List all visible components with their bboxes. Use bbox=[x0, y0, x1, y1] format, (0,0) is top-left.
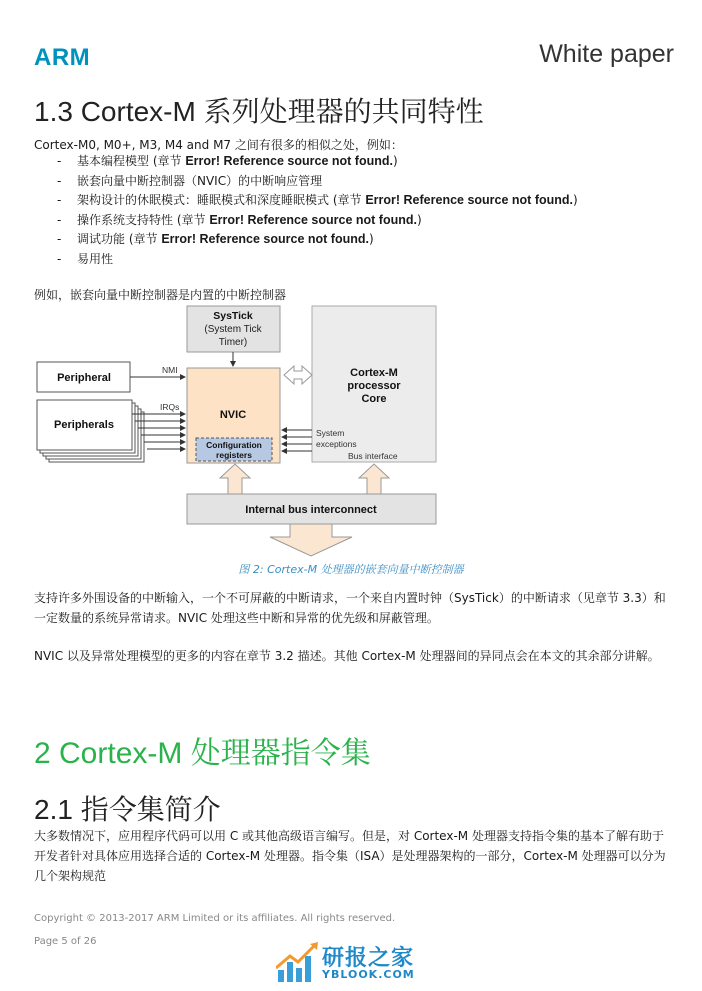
section-1-3-heading: 1.3 Cortex-M 系列处理器的共同特性 bbox=[34, 96, 484, 127]
list-item: - 易用性 bbox=[57, 250, 578, 270]
peripheral-label: Peripheral bbox=[57, 372, 111, 384]
section-2-1-heading: 2.1 指令集简介 bbox=[34, 794, 221, 825]
bus-down-arrow bbox=[270, 524, 352, 556]
figure-caption: 图 2: Cortex-M 处理器的嵌套向量中断控制器 bbox=[238, 563, 464, 576]
paragraph-isa-intro: 大多数情况下，应用程序代码可以用 C 或其他高级语言编写。但是，对 Cortex-M 处理器支持指令集的基本了解有助于开发者针对具体应用选择合适的 Cortex-M 处理器。指令集（ISA）是处理器架构的一部分，Cortex-M 处理器可以分为几个架构规范 bbox=[34, 829, 666, 883]
reference-error: Error! Reference source not found. bbox=[161, 232, 369, 247]
list-item: - 嵌套向量中断控制器（NVIC）的中断响应管理 bbox=[57, 172, 578, 192]
config-label-line1: Configuration bbox=[206, 440, 262, 450]
system-exceptions-label-2: exceptions bbox=[316, 439, 357, 449]
watermark-cn: 研报之家 bbox=[322, 946, 415, 971]
reference-error: Error! Reference source not found. bbox=[209, 212, 417, 227]
arm-logo: ARM bbox=[34, 44, 91, 71]
reference-error: Error! Reference source not found. bbox=[185, 154, 393, 168]
core-label-line2: processor bbox=[347, 380, 401, 392]
watermark-en: YBLOOK.COM bbox=[322, 968, 415, 981]
peripherals-label: Peripherals bbox=[54, 419, 114, 431]
core-label-line1: Cortex-M bbox=[350, 367, 398, 379]
footer-copyright: Copyright © 2013-2017 ARM Limited or its affiliates. All rights reserved. bbox=[34, 913, 396, 924]
nvic-diagram bbox=[0, 300, 702, 560]
bus-to-nvic-arrow bbox=[220, 464, 250, 494]
footer-page-number: Page 5 of 26 bbox=[34, 936, 97, 947]
list-item: - 架构设计的休眠模式：睡眠模式和深度睡眠模式 (章节 Error! Reference source not found.) bbox=[57, 191, 578, 211]
systick-label-line1: SysTick bbox=[213, 310, 253, 322]
irqs-label: IRQs bbox=[160, 402, 180, 412]
nvic-label: NVIC bbox=[219, 409, 247, 421]
bus-interface-label: Bus interface bbox=[348, 451, 398, 461]
system-exceptions-label-1: System bbox=[316, 428, 345, 438]
nvic-core-link-arrow bbox=[284, 366, 312, 384]
config-label-line2: registers bbox=[216, 450, 252, 460]
document-type: White paper bbox=[539, 40, 674, 68]
section-2-heading: 2 Cortex-M 处理器指令集 bbox=[34, 737, 371, 770]
list-item: - 操作系统支持特性 (章节 Error! Reference source not found.) bbox=[57, 211, 578, 231]
nmi-label: NMI bbox=[162, 365, 178, 375]
paragraph-nvic-more: NVIC 以及异常处理模型的更多的内容在章节 3.2 描述。其他 Cortex-M 处理器间的异同点会在本文的其余部分讲解。 bbox=[34, 649, 660, 663]
section-1-3-intro: Cortex-M0, M0+, M3, M4 and M7 之间有很多的相似之处，例如： bbox=[34, 138, 403, 152]
list-item: - 基本编程模型 (章节 Error! Reference source not found.) bbox=[57, 152, 578, 172]
figure-intro: 例如，嵌套向量中断控制器是内置的中断控制器 bbox=[34, 288, 287, 302]
reference-error: Error! Reference source not found. bbox=[365, 193, 574, 208]
feature-list bbox=[57, 152, 578, 270]
list-item: - 调试功能 (章节 Error! Reference source not found.) bbox=[57, 230, 578, 250]
core-label-line3: Core bbox=[361, 393, 387, 405]
bus-to-core-arrow bbox=[359, 464, 389, 494]
systick-label-line2: (System Tick bbox=[204, 324, 262, 335]
systick-label-line3: Timer) bbox=[218, 337, 248, 348]
internal-bus-label: Internal bus interconnect bbox=[245, 504, 377, 516]
paragraph-nvic-inputs: 支持许多外围设备的中断输入，一个不可屏蔽的中断请求，一个来自内置时钟（SysTick）的中断请求（见章节 3.3）和一定数量的系统异常请求。NVIC 处理这些中断和异常的优先级和屏蔽管理。 bbox=[34, 591, 666, 625]
